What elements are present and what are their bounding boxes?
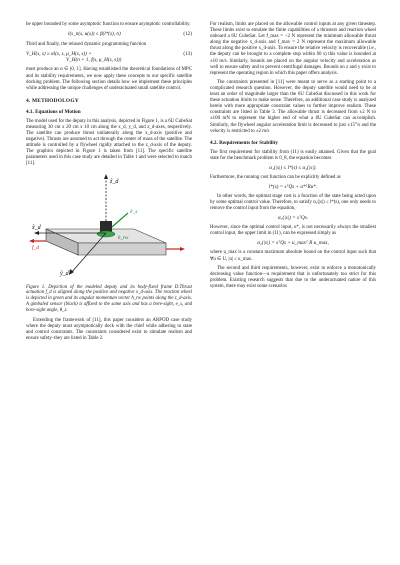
right-paragraph-1: For realism, limits are placed on the allowable control inputs at any given timestep. These limits exist to emulate the finite capabilities of a thrusters and reaction wheel onboard a 6U CubeSat. Let f_max = −2 N represent the minimum allowable thrust along the negative x_d-axis and f_max = 2 N represent the maximum allowable thrust along the positive x_d-axis. To ensure the relative velocity is recoverable (i.e., the deputy can be brought to a complete stop within 60 s) this value is bounded at ±10 m/s. Similarly, bounds are placed on the angular velocity and acceleration as well to ensure safety and to prevent centrifugal damages. Bounds on z and y exist to represent the operating region in which this paper offers analysis.	[210, 22, 376, 76]
right-paragraph-3: The first requirement for stability from (11) is easily attained. Given that the goal state for the benchmark problem is 0_8, the equation becomes	[210, 149, 376, 161]
equation-12: l(s_n(s, u(s)) ≤ β(l*(s), n) (12)	[68, 31, 192, 38]
left-paragraph-4: The model used for the deputy in this analysis, depicted in Figure 1, is a 6U CubeSat measuring 30 cm x 20 cm x 10 cm along the x_d, y_d, and z_d-axes, respectively. The satellite can produce thrust unilaterally along the x_d-axis (positive and negative). Thrusts are assumed to act through the center of mass of the satellite. The attitude is controlled by a flywheel rigidly attached to the z_d-axis of the deputy. The graphics depicted in Figure 1 is taken from [11]. The specific satellite parameters used in this case study are detailed in Table 1 and were selected to match [11].	[26, 118, 192, 167]
right-paragraph-4: Furthermore, the running cost function can be explicitly defined as	[210, 174, 341, 180]
right-paragraph-8: The second and third requirements, however, exist to enforce a monotonically decreasing value function—a requirement that is unfortunately too strict for this problem. Existing research suggests that due to the underactuated nature of this system, there may exist some scenarios	[210, 265, 376, 289]
equation-13: V_H(s, s) ≥ αl(s, s, μ_H(s, s)) + (13) V_H(n + 1, f(s, μ_H(s, s)))	[26, 50, 192, 63]
equation-bounds: α₁(|s|) ≤ l*(s) ≤ α₂(|s|).	[269, 164, 317, 171]
equation-running-cost: l*(s) = sᵀQs + u*ᵀRu*.	[268, 183, 318, 190]
left-column	[26, 22, 192, 345]
section-heading-methodology: 4. METHODOLOGY	[26, 97, 79, 104]
y-axis-label: ŷ_d	[60, 270, 69, 277]
reaction-wheel	[97, 231, 115, 237]
thrust-label: f_d	[32, 244, 40, 251]
left-paragraph-3: must produce an α ∈ (0, 1]. Having established the theoretical foundations of MPC and its stability requirements, we now apply these concepts to our specific satellite docking problem. The following section details how we implement these principles while addressing the unique challenges of underactuated small satellite control.	[26, 67, 192, 91]
wheel-label: h_rw	[118, 235, 129, 241]
right-paragraph-2: The constraints presented in [11] were meant to serve as a starting point to a complicated research question. However, the deputy satellite would need to be at least an order of magnitude larger than the 6U CubeSat discussed in this work for these actuation limits to make sense. Therefore, an additional case study is analyzed herein with more appropriate constraint values to further improve realism. These constraints are listed in Table 3. The allowable thrust is decreased from ±2 N to ±100 mN to represent the higher end of what a 6U CubeSat can accomplish. Similarly, the flywheel angular acceleration limit is decreased to just ±15°/s and the velocity is restricted to ±2 m/s	[210, 79, 376, 134]
right-paragraph-5: In other words, the optimal stage cost is a function of the state being acted upon by some optimal control value. Therefore, to satisfy α₁(|s|) ≤ l*(s), one only needs to remove the control input from the equation,	[210, 193, 376, 212]
figure-1-caption: Figure 1. Depiction of the modeled deputy and its body-fixed frame D.Thrust actuation f_d is aligned along the positive and negative x_d-axis. The reaction wheel is depicted in green and its angular momentum vector h_rw points along the z_d-axis. A gimbaled sensor (black) is affixed to the same axis and has a bore-sight, e_s, and bore-sight angle, θ_s.	[26, 284, 192, 314]
cubesat-figure	[26, 171, 192, 281]
x-axis-arrow	[34, 231, 39, 235]
left-paragraph-5: Extending the framework of [11], this paper considers an ARPOD case study where the deputy must asymptotically dock with the chief while adhering to state and control constraints. The constraints considered exist to simulate realism and ensure safety–they are listed in Table 2.	[26, 318, 192, 342]
equation-alpha2: α₂(|s|) = sᵀQs + u_maxᵀ R u_max,	[257, 240, 329, 247]
equation-alpha1: α₁(|s|) = sᵀQs.	[277, 215, 309, 222]
left-paragraph-1: be upper bounded by some asymptotic function to ensure asymptotic controllability.	[26, 22, 191, 27]
box-front-face	[78, 243, 166, 255]
subsection-heading-stability: 4.2. Requirements for Stability	[210, 139, 278, 146]
cubesat-diagram	[26, 171, 192, 281]
z-axis-arrow	[104, 174, 108, 179]
right-paragraph-6: However, since the optimal control input, u*, is not necessarily always the smallest control input, the upper limit in (11), can be expressed simply as	[210, 225, 376, 237]
boresight-label: ê_s	[130, 208, 138, 215]
x-axis-label: x̂_d	[32, 224, 41, 231]
right-paragraph-7: where u_max is a constant maximum absolute bound on the control input such that ∀u ∈ U, |u| ≤ u_max.	[210, 250, 376, 262]
z-axis-label: ẑ_d	[110, 178, 119, 185]
subsection-heading-equations: 4.1. Equations of Motion	[26, 108, 81, 115]
left-paragraph-2: Third and finally, the relaxed dynamic programming function	[26, 41, 147, 47]
boresight-line	[112, 213, 128, 227]
right-column	[210, 22, 376, 293]
